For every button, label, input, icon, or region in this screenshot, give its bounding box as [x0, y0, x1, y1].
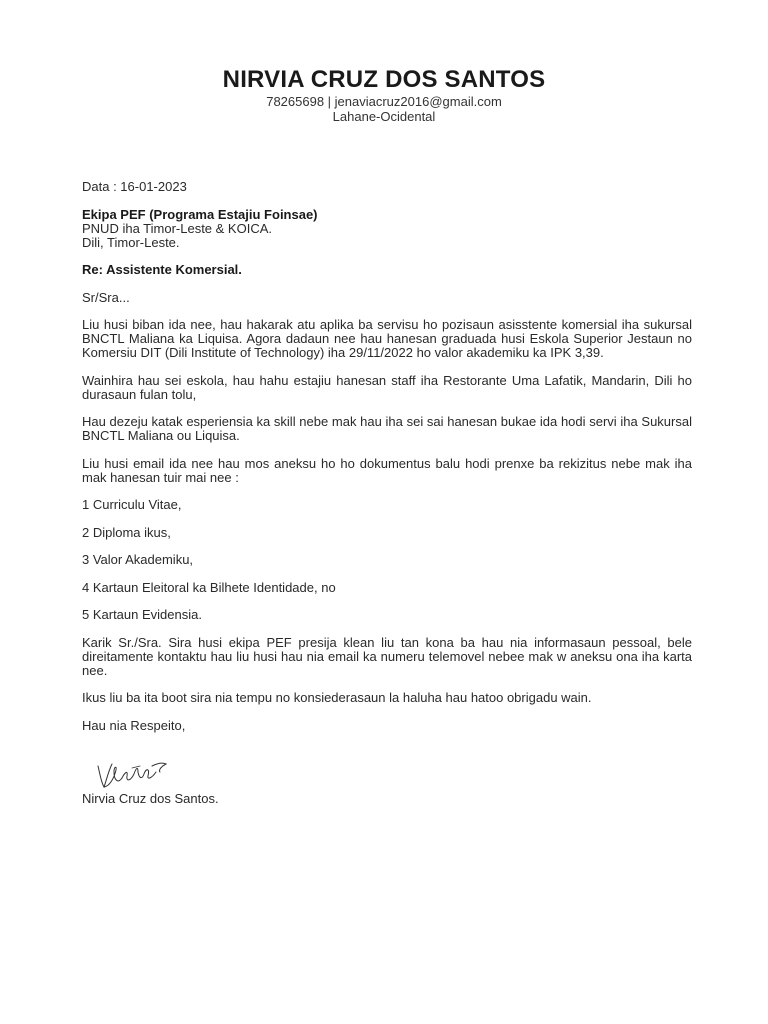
body-paragraph: Ikus liu ba ita boot sira nia tempu no konsiederasaun la haluha hau hatoo obrigadu wain. [82, 690, 592, 705]
letter-closing: Hau nia Respeito, [82, 717, 186, 733]
recipient-line: PNUD iha Timor-Leste & KOICA. [82, 220, 272, 236]
body-paragraph: Wainhira hau sei eskola, hau hahu estajiu hanesan staff iha Restorante Uma Lafatik, Mandarin, Dili ho durasaun fulan tolu, [82, 372, 692, 402]
handwritten-signature [92, 756, 172, 792]
list-item: 5 Kartaun Evidensia. [82, 607, 202, 622]
recipient-line: Dili, Timor-Leste. [82, 234, 180, 250]
recipient-organization: Ekipa PEF (Programa Estajiu Foinsae) [82, 206, 318, 222]
recipient-block [82, 208, 692, 250]
list-item: 4 Kartaun Eleitoral ka Bilhete Identidade, no [82, 579, 336, 595]
list-item: 2 Diploma ikus, [82, 524, 171, 540]
sender-contact: 78265698 | jenaviacruz2016@gmail.com [266, 94, 502, 109]
letter-body [82, 180, 692, 746]
list-item: 3 Valor Akademiku, [82, 552, 194, 567]
list-item: 1 Curriculu Vitae, [82, 497, 182, 512]
body-paragraph: Liu husi email ida nee hau mos aneksu ho ho dokumentus balu hodi prenxe ba rekizitus nebe mak iha mak hanesan tuir mai nee : [82, 455, 692, 485]
letter-date: Data : 16-01-2023 [82, 179, 187, 194]
signer-name: Nirvia Cruz dos Santos. [82, 791, 219, 806]
body-paragraph: Karik Sr./Sra. Sira husi ekipa PEF presija klean liu tan kona ba hau nia informasaun pessoal, bele direitamente kontaktu hau liu husi hau nia email ka numeru telemovel nebee mak w aneksu ona iha karta nee. [82, 634, 692, 678]
sender-name: NIRVIA CRUZ DOS SANTOS [222, 66, 546, 93]
body-paragraph: Hau dezeju katak esperiensia ka skill nebe mak hau iha sei sai hanesan bukae ida hodi servi iha Sukursal BNCTL Maliana ou Liquisa. [82, 414, 692, 443]
letter-header [0, 66, 768, 124]
letter-subject: Re: Assistente Komersial. [82, 262, 242, 277]
body-paragraph: Liu husi biban ida nee, hau hakarak atu aplika ba servisu ho pozisaun asisstente komersial iha sukursal BNCTL Maliana ka Liquisa. Agora dadaun nee hau hanesan graduada husi Eskola Superior Jestaun no Komersiu DIT (Dili Institute of Technology) iha 29/11/2022 ho valor akademiku ka IPK 3,39. [82, 317, 692, 360]
letter-salutation: Sr/Sra... [82, 289, 130, 305]
sender-address: Lahane-Ocidental [332, 109, 436, 124]
